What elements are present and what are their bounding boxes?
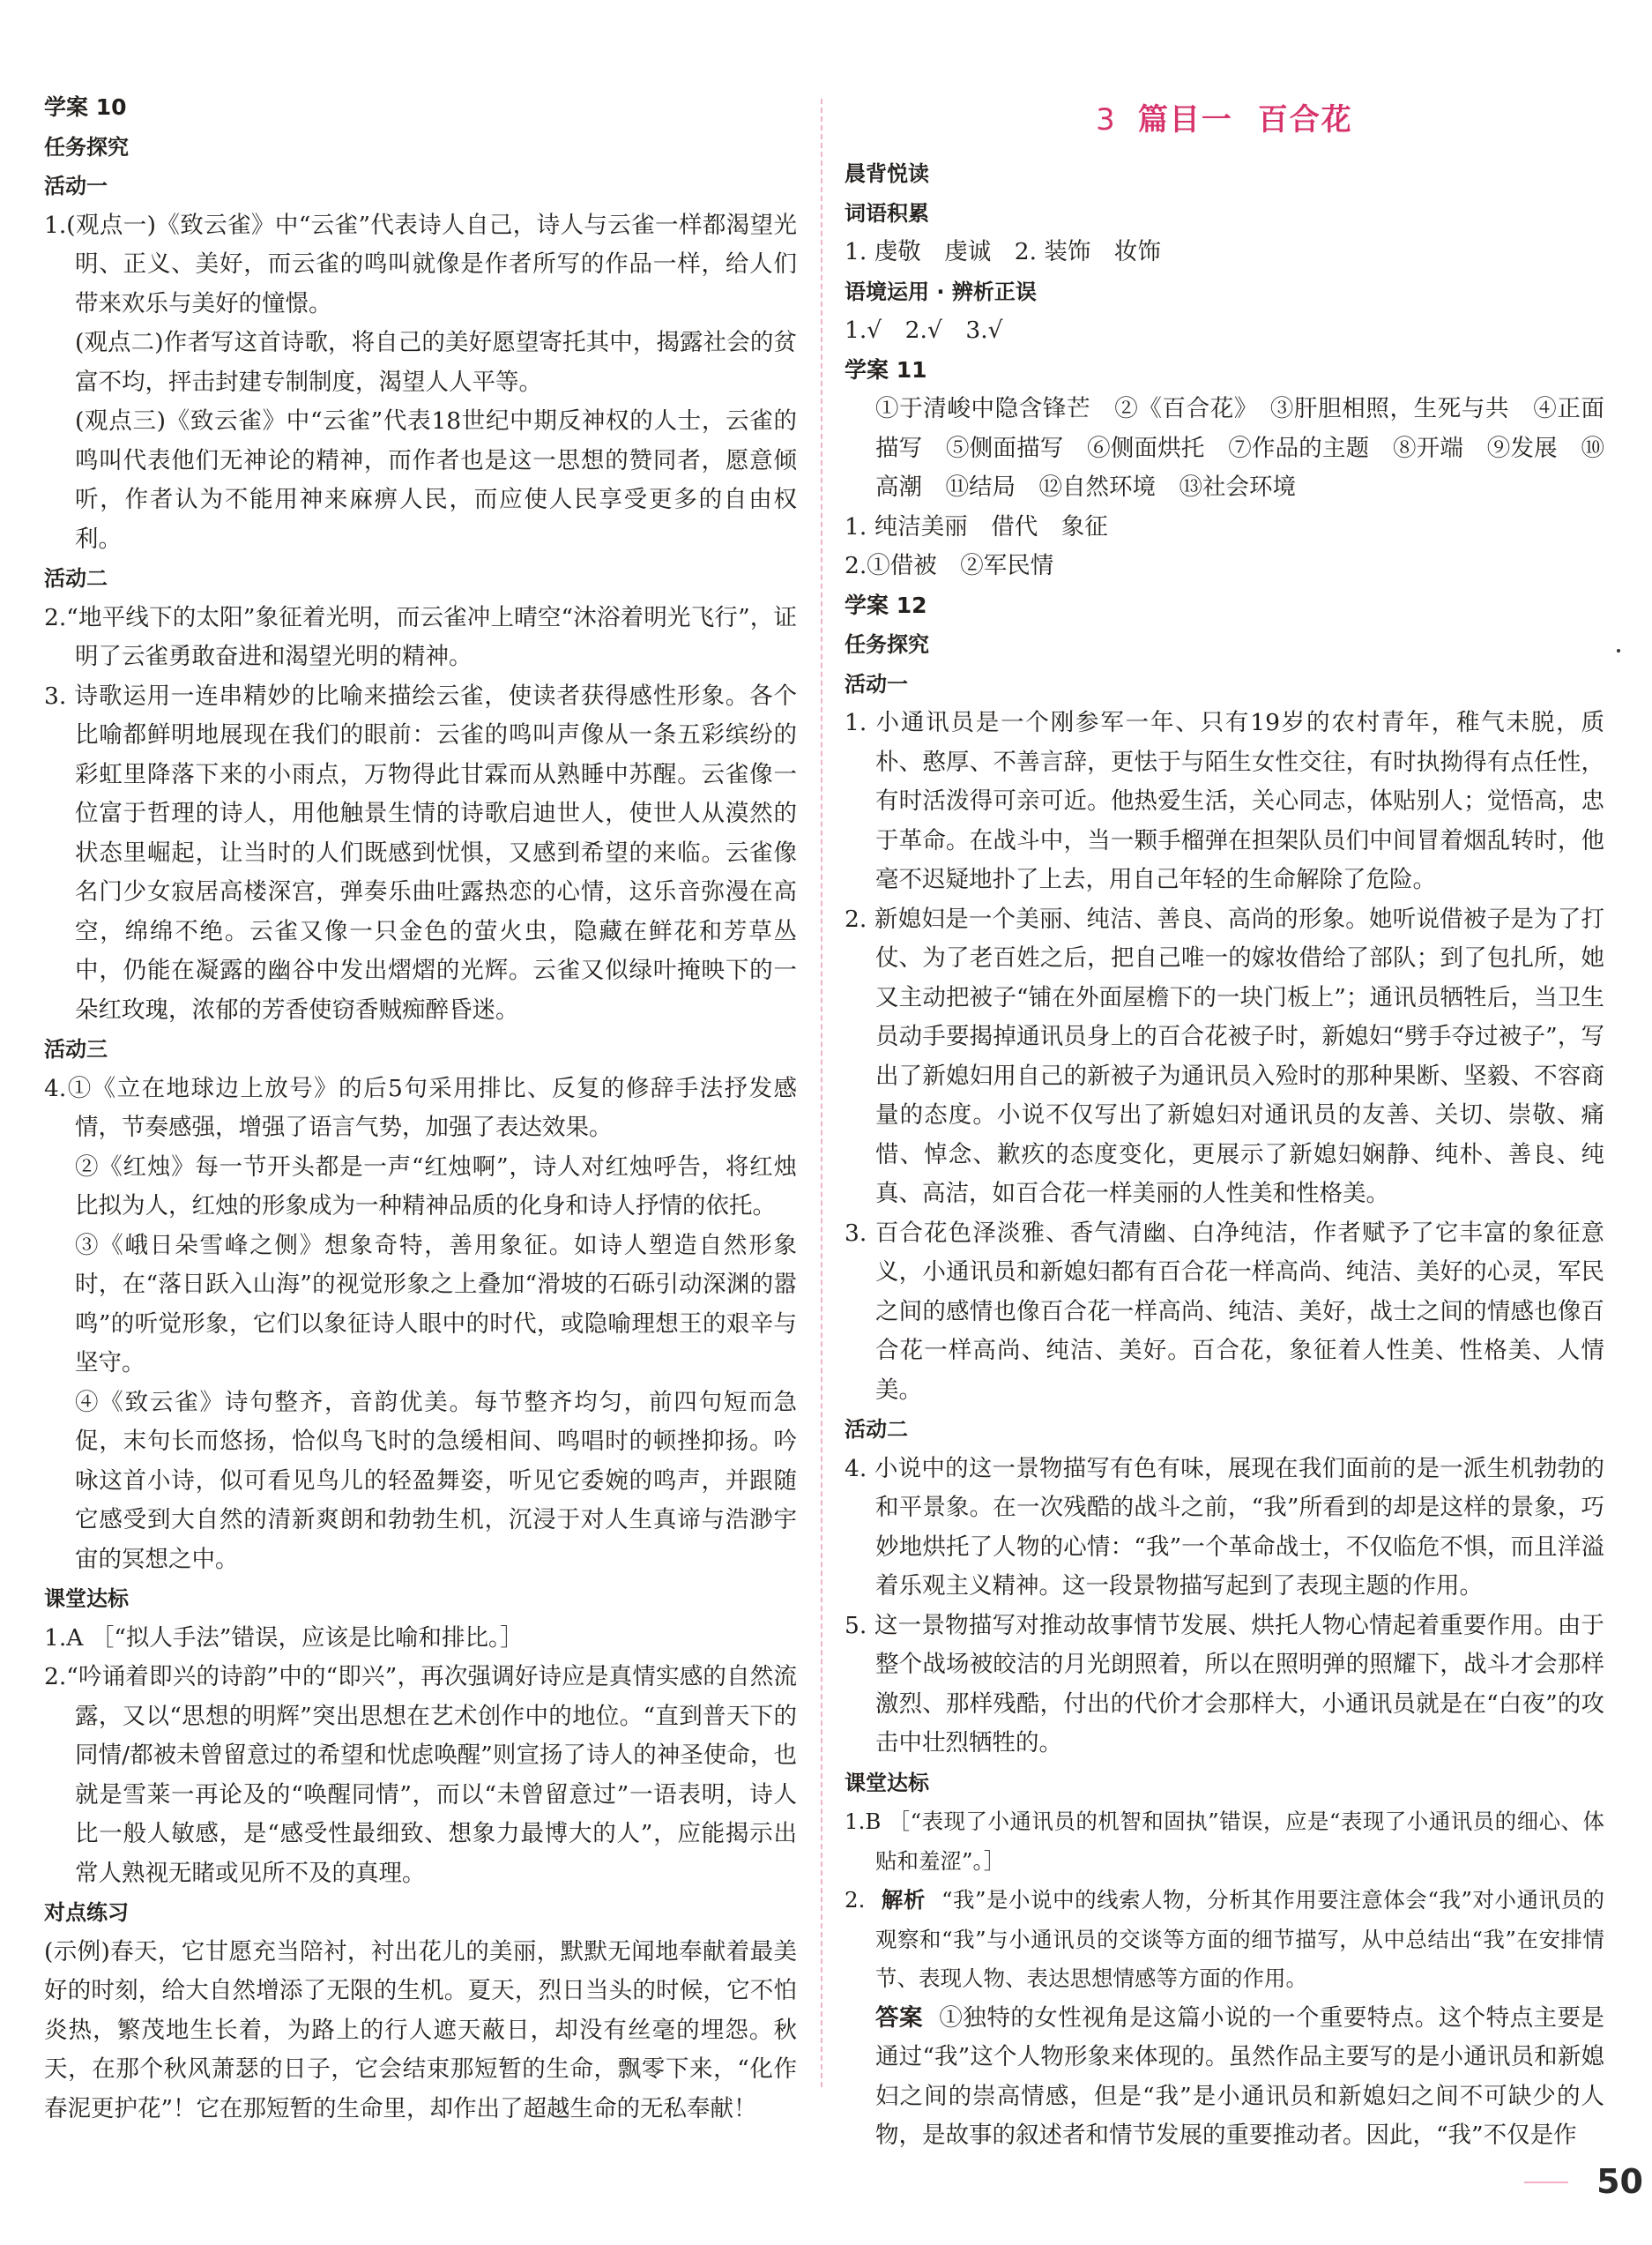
- target-answer-1: 1.A ［“拟人手法”错误，应该是比喻和排比。］: [44, 1623, 524, 1652]
- section-number: 3: [1096, 102, 1117, 138]
- left-column: [44, 88, 797, 2129]
- xuean-12-answer-3: 3. 百合花色泽淡雅、香气清幽、白净纯洁，作者赋予了它丰富的象征意义，小通讯员和新媳妇都有百合花一样高尚、纯洁、美好的心灵，军民之间的感情也像百合花一样高尚、纯洁、美好，战士之间的情感也像百合花一样高尚、纯洁、美好。百合花，象征着人性美、性格美、人情美。: [845, 1219, 1604, 1404]
- heading-xuean-10: 学案 10: [44, 94, 127, 120]
- column-divider: [821, 99, 822, 2087]
- answer-2: 2.“地平线下的太阳”象征着光明，而云雀冲上晴空“沐浴着明光飞行”，证明了云雀勇敢奋进和渴望光明的精神。: [44, 603, 797, 670]
- answer-4-part-4: ④《致云雀》诗句整齐，音韵优美。每节整齐均匀，前四句短而急促，末句长而悠扬，恰似鸟飞时的急缓相间、鸣唱时的顿挫抑扬。吟咏这首小诗，似可看见鸟儿的轻盈舞姿，听见它委婉的鸣声，并跟随它感受到大自然的清新爽朗和勃勃生机，沉浸于对人生真谛与浩渺宇宙的冥想之中。: [75, 1388, 797, 1573]
- target-answer-2: 2.“吟诵着即兴的诗韵”中的“即兴”，再次强调好诗应是真情实感的自然流露，又以“思想的明辉”突出思想在艺术创作中的地位。“直到普天下的同情/都被未曾留意过的希望和忧虑唤醒”则宣扬了诗人的神圣使命，也就是雪莱一再论及的“唤醒同情”，而以“未曾留意过”一语表明，诗人比一般人敏感，是“感受性最细致、想象力最博大的人”，应能揭示出常人熟视无睹或见所不及的真理。: [44, 1663, 797, 1887]
- heading-class-target: 课堂达标: [44, 1586, 129, 1611]
- section-title: [845, 95, 1604, 138]
- right-column: [845, 95, 1604, 2156]
- heading-class-target-b: 课堂达标: [845, 1770, 929, 1795]
- heading-task-explore-2: 任务探究: [845, 632, 929, 657]
- answer-4-part-2: ②《红烛》每一节开头都是一声“红烛啊”，诗人对红烛呼告，将红烛比拟为人，红烛的形象成为一种精神品质的化身和诗人抒情的依托。: [75, 1152, 797, 1219]
- heading-activity-2-b: 活动二: [845, 1417, 908, 1442]
- context-answers: 1.√ 2.√ 3.√: [845, 317, 1003, 344]
- heading-vocab: 词语积累: [845, 200, 929, 226]
- heading-xuean-11: 学案 11: [845, 356, 927, 383]
- answer-1-view-1: 1.(观点一)《致云雀》中“云雀”代表诗人自己，诗人与云雀一样都渴望光明、正义、美好，而云雀的鸣叫就像是作者所写的作品一样，给人们带来欢乐与美好的憧憬。: [44, 211, 797, 317]
- section-title-a: 篇目一: [1137, 102, 1233, 138]
- heading-practice: 对点练习: [44, 1900, 129, 1925]
- target-b-answer-1: 1.B ［“表现了小通讯员的机智和固执”错误，应是“表现了小通讯员的细心、体贴和羞涩”。］: [845, 1809, 1604, 1874]
- xuean-11-answer-1: 1. 纯洁美丽 借代 象征: [845, 512, 1108, 541]
- target-b-answer: [845, 1999, 1604, 2156]
- answer-4-part-3: ③《峨日朵雪峰之侧》想象奇特，善用象征。如诗人塑造自然形象时，在“落日跃入山海”的视觉形象之上叠加“滑坡的石砾引动深渊的嚣鸣”的听觉形象，它们以象征诗人眼中的时代，或隐喻理想王的艰辛与坚守。: [75, 1231, 797, 1376]
- analysis-text: “我”是小说中的线索人物，分析其作用要注意体会“我”对小通讯员的观察和“我”与小通讯员的交谈等方面的细节描写，从中总结出“我”在安排情节、表现人物、表达思想情感等方面的作用。: [875, 1887, 1604, 1991]
- answer-text: ①独特的女性视角是这篇小说的一个重要特点。这个特点主要是通过“我”这个人物形象来体现的。虽然作品主要写的是小通讯员和新媳妇之间的崇高情感，但是“我”是小通讯员和新媳妇之间不可缺少的人物，是故事的叙述者和情节发展的重要推动者。因此，“我”不仅是作: [875, 2003, 1605, 2149]
- xuean-12-answer-5: 5. 这一景物描写对推动故事情节发展、烘托人物心情起着重要作用。由于整个战场被皎洁的月光朗照着，所以在照明弹的照耀下，战斗才会那样激烈、那样残酷，付出的代价才会那样大，小通讯员就是在“白夜”的攻击中壮烈牺牲的。: [845, 1611, 1604, 1756]
- xuean-12-answer-1: 1. 小通讯员是一个刚参军一年、只有19岁的农村青年，稚气未脱，质朴、憨厚、不善言辞，更怯于与陌生女性交往，有时执拗得有点任性，有时活泼得可亲可近。他热爱生活，关心同志，体贴别人；觉悟高，忠于革命。在战斗中，当一颗手榴弹在担架队员们中间冒着烟乱转时，他毫不迟疑地扑了上去，用自己年轻的生命解除了危险。: [845, 709, 1604, 893]
- answer-label: 答案: [875, 2003, 923, 2032]
- corner-mark: [1617, 649, 1620, 653]
- heading-activity-3: 活动三: [44, 1037, 108, 1062]
- page-number-dash: [1524, 2182, 1568, 2183]
- xuean-11-answer-2: 2.①借被 ②军民情: [845, 552, 1054, 579]
- heading-activity-1-b: 活动一: [845, 671, 908, 697]
- analysis-label: 解析: [881, 1887, 926, 1913]
- answer-1-view-3: (观点三)《致云雀》中“云雀”代表18世纪中期反神权的人士，云雀的鸣叫代表他们无神论的精神，而作者也是这一思想的赞同者，愿意倾听，作者认为不能用神来麻痹人民，而应使人民享受更多的自由权利。: [75, 407, 797, 553]
- heading-context-usage: 语境运用 · 辨析正误: [845, 279, 1037, 304]
- xuean-12-answer-4: 4. 小说中的这一景物描写有色有味，展现在我们面前的是一派生机勃勃的和平景象。在一次残酷的战斗之前，“我”所看到的却是这样的景象，巧妙地烘托了人物的心情：“我”一个革命战士，不仅临危不惧，而且洋溢着乐观主义精神。这一段景物描写起到了表现主题的作用。: [845, 1454, 1604, 1600]
- heading-task-explore: 任务探究: [44, 134, 129, 160]
- heading-xuean-12: 学案 12: [845, 592, 927, 618]
- section-title-b: 百合花: [1257, 102, 1353, 138]
- target-b-analysis: 2. 解析 “我”是小说中的线索人物，分析其作用要注意体会“我”对小通讯员的观察和“我”与小通讯员的交谈等方面的细节描写，从中总结出“我”在安排情节、表现人物、表达思想情感等方面的作用。: [845, 1887, 1604, 1991]
- heading-morning-reading: 晨背悦读: [845, 161, 929, 186]
- vocab-answers: 1. 虔敬 虔诚 2. 装饰 妆饰: [845, 238, 1161, 265]
- xuean-12-answer-2: 2. 新媳妇是一个美丽、纯洁、善良、高尚的形象。她听说借被子是为了打仗、为了老百姓之后，把自己唯一的嫁妆借给了部队；到了包扎所，她又主动把被子“铺在外面屋檐下的一块门板上”；通讯员牺牲后，当卫生员动手要揭掉通讯员身上的百合花被子时，新媳妇“劈手夺过被子”，写出了新媳妇用自己的新被子为通讯员入殓时的那种果断、坚毅、不容商量的态度。小说不仅写出了新媳妇对通讯员的友善、关切、崇敬、痛惜、悼念、歉疚的态度变化，更展示了新媳妇娴静、纯朴、善良、纯真、高洁，如百合花一样美丽的人性美和性格美。: [845, 905, 1604, 1207]
- heading-activity-1: 活动一: [44, 174, 108, 198]
- answer-3: 3. 诗歌运用一连串精妙的比喻来描绘云雀，使读者获得感性形象。各个比喻都鲜明地展现在我们的眼前：云雀的鸣叫声像从一条五彩缤纷的彩虹里降落下来的小雨点，万物得此甘霖而从熟睡中苏醒。云雀像一位富于哲理的诗人，用他触景生情的诗歌启迪世人，使世人从漠然的状态里崛起，让当时的人们既感到忧惧，又感到希望的来临。云雀像名门少女寂居高楼深宫，弹奏乐曲吐露热恋的心情，这乐音弥漫在高空，绵绵不绝。云雀又像一只金色的萤火虫，隐藏在鲜花和芳草丛中，仍能在凝露的幽谷中发出熠熠的光辉。云雀又似绿叶掩映下的一朵红玫瑰，浓郁的芳香使窃香贼痴醉昏迷。: [44, 682, 797, 1024]
- answer-4-part-1: 4.①《立在地球边上放号》的后5句采用排比、反复的修辞手法抒发感情，节奏感强，增强了语言气势，加强了表达效果。: [44, 1074, 797, 1141]
- heading-activity-2: 活动二: [44, 566, 108, 591]
- xuean-11-fill-blanks: ①于清峻中隐含锋芒 ②《百合花》 ③肝胆相照，生死与共 ④正面描写 ⑤侧面描写 ⑥侧面烘托 ⑦作品的主题 ⑧开端 ⑨发展 ⑩高潮 ⑪结局 ⑫自然环境 ⑬社会环境: [875, 395, 1604, 501]
- answer-1-view-2: (观点二)作者写这首诗歌，将自己的美好愿望寄托其中，揭露社会的贫富不均，抨击封建专制制度，渴望人人平等。: [75, 329, 797, 396]
- practice-example: (示例)春天，它甘愿充当陪衬，衬出花儿的美丽，默默无闻地奉献着最美好的时刻，给大自然增添了无限的生机。夏天，烈日当头的时候，它不怕炎热，繁茂地生长着，为路上的行人遮天蔽日，却没有丝毫的埋怨。秋天，在那个秋风萧瑟的日子，它会结束那短暂的生命，飘零下来，“化作春泥更护花”！它在那短暂的生命里，却作出了超越生命的无私奉献！: [44, 1937, 797, 2122]
- page-number: 50: [1596, 2162, 1643, 2201]
